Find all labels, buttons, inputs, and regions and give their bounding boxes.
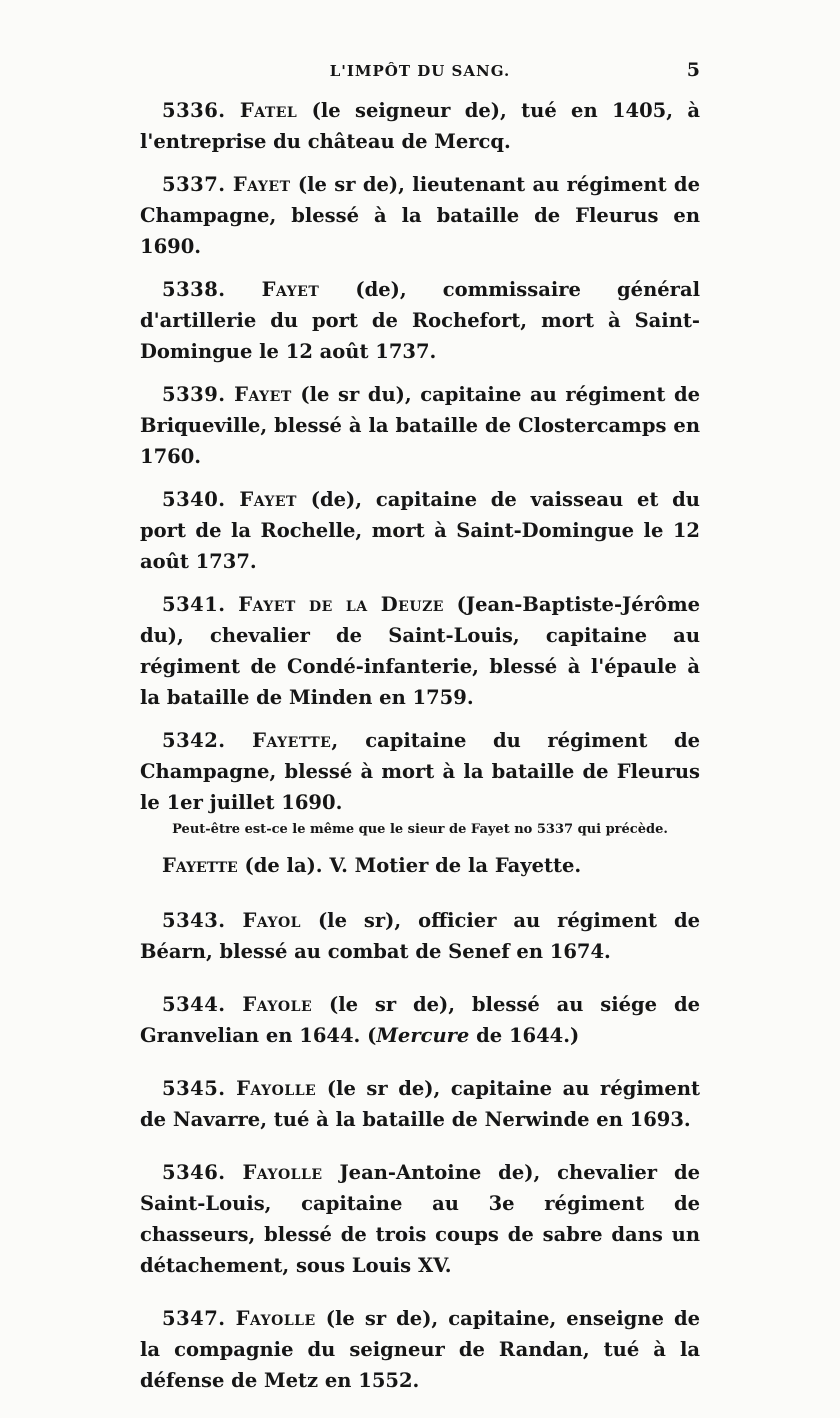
entry-number: 5338. <box>162 278 226 301</box>
entry-name: Fayolle <box>235 1307 316 1330</box>
entry-text: capitaine du régiment de Champagne, blessé à mort à la bataille de Fleurus le 1er juillet 1690. <box>140 729 700 814</box>
cross-reference <box>140 850 700 881</box>
entry-5337 <box>140 169 700 262</box>
entry-text: (le sr de), blessé au siége de Granvelian en 1644. ( <box>140 993 700 1047</box>
entry-name: Fayette, <box>252 729 339 752</box>
entry-name: Fayet <box>232 173 291 196</box>
page-number: 5 <box>686 59 700 81</box>
entry-name: Fayolle <box>242 1161 323 1184</box>
entry-5346 <box>140 1157 700 1281</box>
entry-5339 <box>140 379 700 472</box>
entry-name: Fayol <box>242 909 302 932</box>
entry-text: (le sr du), capitaine au régiment de Briqueville, blessé à la bataille de Clostercamps en 1760. <box>140 383 700 468</box>
entry-number: 5336. <box>162 99 226 122</box>
entry-number: 5346. <box>162 1161 226 1184</box>
entry-text: (de), commissaire général d'artillerie du port de Rochefort, mort à Saint-Domingue le 12 août 1737. <box>140 278 700 363</box>
entry-5345 <box>140 1073 700 1135</box>
entry-number: 5343. <box>162 909 226 932</box>
entry-text: (le sr de), capitaine, enseigne de la compagnie du seigneur de Randan, tué à la défense de Metz en 1552. <box>140 1307 700 1392</box>
entry-5338 <box>140 274 700 367</box>
entry-text-after: de 1644.) <box>469 1024 580 1047</box>
page-body <box>140 95 700 1418</box>
entry-number: 5344. <box>162 993 226 1016</box>
entry-name: Fayet <box>261 278 320 301</box>
footnote: Peut-être est-ce le même que le sieur de Fayet no 5337 qui précède. <box>172 822 668 837</box>
entry-text: (le sr de), lieutenant au régiment de Champagne, blessé à la bataille de Fleurus en 1690. <box>140 173 700 258</box>
entry-name: Fayet de la Deuze <box>238 593 444 616</box>
entry-number: 5339. <box>162 383 226 406</box>
entry-text: (le sr), officier au régiment de Béarn, blessé au combat de Senef en 1674. <box>140 909 701 963</box>
xref-name: Fayette <box>162 854 238 877</box>
entry-text: (Jean-Baptiste-Jérôme du), chevalier de Saint-Louis, capitaine au régiment de Condé-infanterie, blessé à l'épaule à la bataille de Minden en 1759. <box>140 593 700 709</box>
entry-number: 5345. <box>162 1077 226 1100</box>
entry-text: (le seigneur de), tué en 1405, à l'entreprise du château de Mercq. <box>140 99 700 153</box>
entry-italic-source: Mercure <box>376 1024 470 1047</box>
entry-number: 5337. <box>162 173 226 196</box>
entry-name: Fayolle <box>236 1077 317 1100</box>
entry-5340 <box>140 484 700 577</box>
xref-text: (de la). V. Motier de la Fayette. <box>244 854 582 877</box>
entry-number: 5347. <box>162 1307 226 1330</box>
entry-text: Jean-Antoine de), chevalier de Saint-Louis, capitaine au 3e régiment de chasseurs, blessé de trois coups de sabre dans un détachement, sous Louis XV. <box>140 1161 700 1277</box>
entry-name: Fayole <box>242 993 313 1016</box>
entry-name: Fayet <box>239 488 297 511</box>
entry-number: 5340. <box>162 488 226 511</box>
running-title: L'IMPÔT DU SANG. <box>329 62 511 80</box>
entry-5343 <box>140 905 700 967</box>
entry-number: 5342. <box>162 729 226 752</box>
entry-name: Fayet <box>234 383 292 406</box>
entry-5341 <box>140 589 700 713</box>
entry-text: (le sr de), capitaine au régiment de Navarre, tué à la bataille de Nerwinde en 1693. <box>140 1077 701 1131</box>
page-header <box>140 59 700 86</box>
entry-number: 5341. <box>162 593 226 616</box>
entry-5347 <box>140 1303 700 1396</box>
entry-text: (de), capitaine de vaisseau et du port de la Rochelle, mort à Saint-Domingue le 12 août 1737. <box>140 488 700 573</box>
entry-name: Fatel <box>239 99 298 122</box>
entry-5342 <box>140 725 700 818</box>
entry-5336 <box>140 95 700 157</box>
entry-5344 <box>140 989 700 1051</box>
